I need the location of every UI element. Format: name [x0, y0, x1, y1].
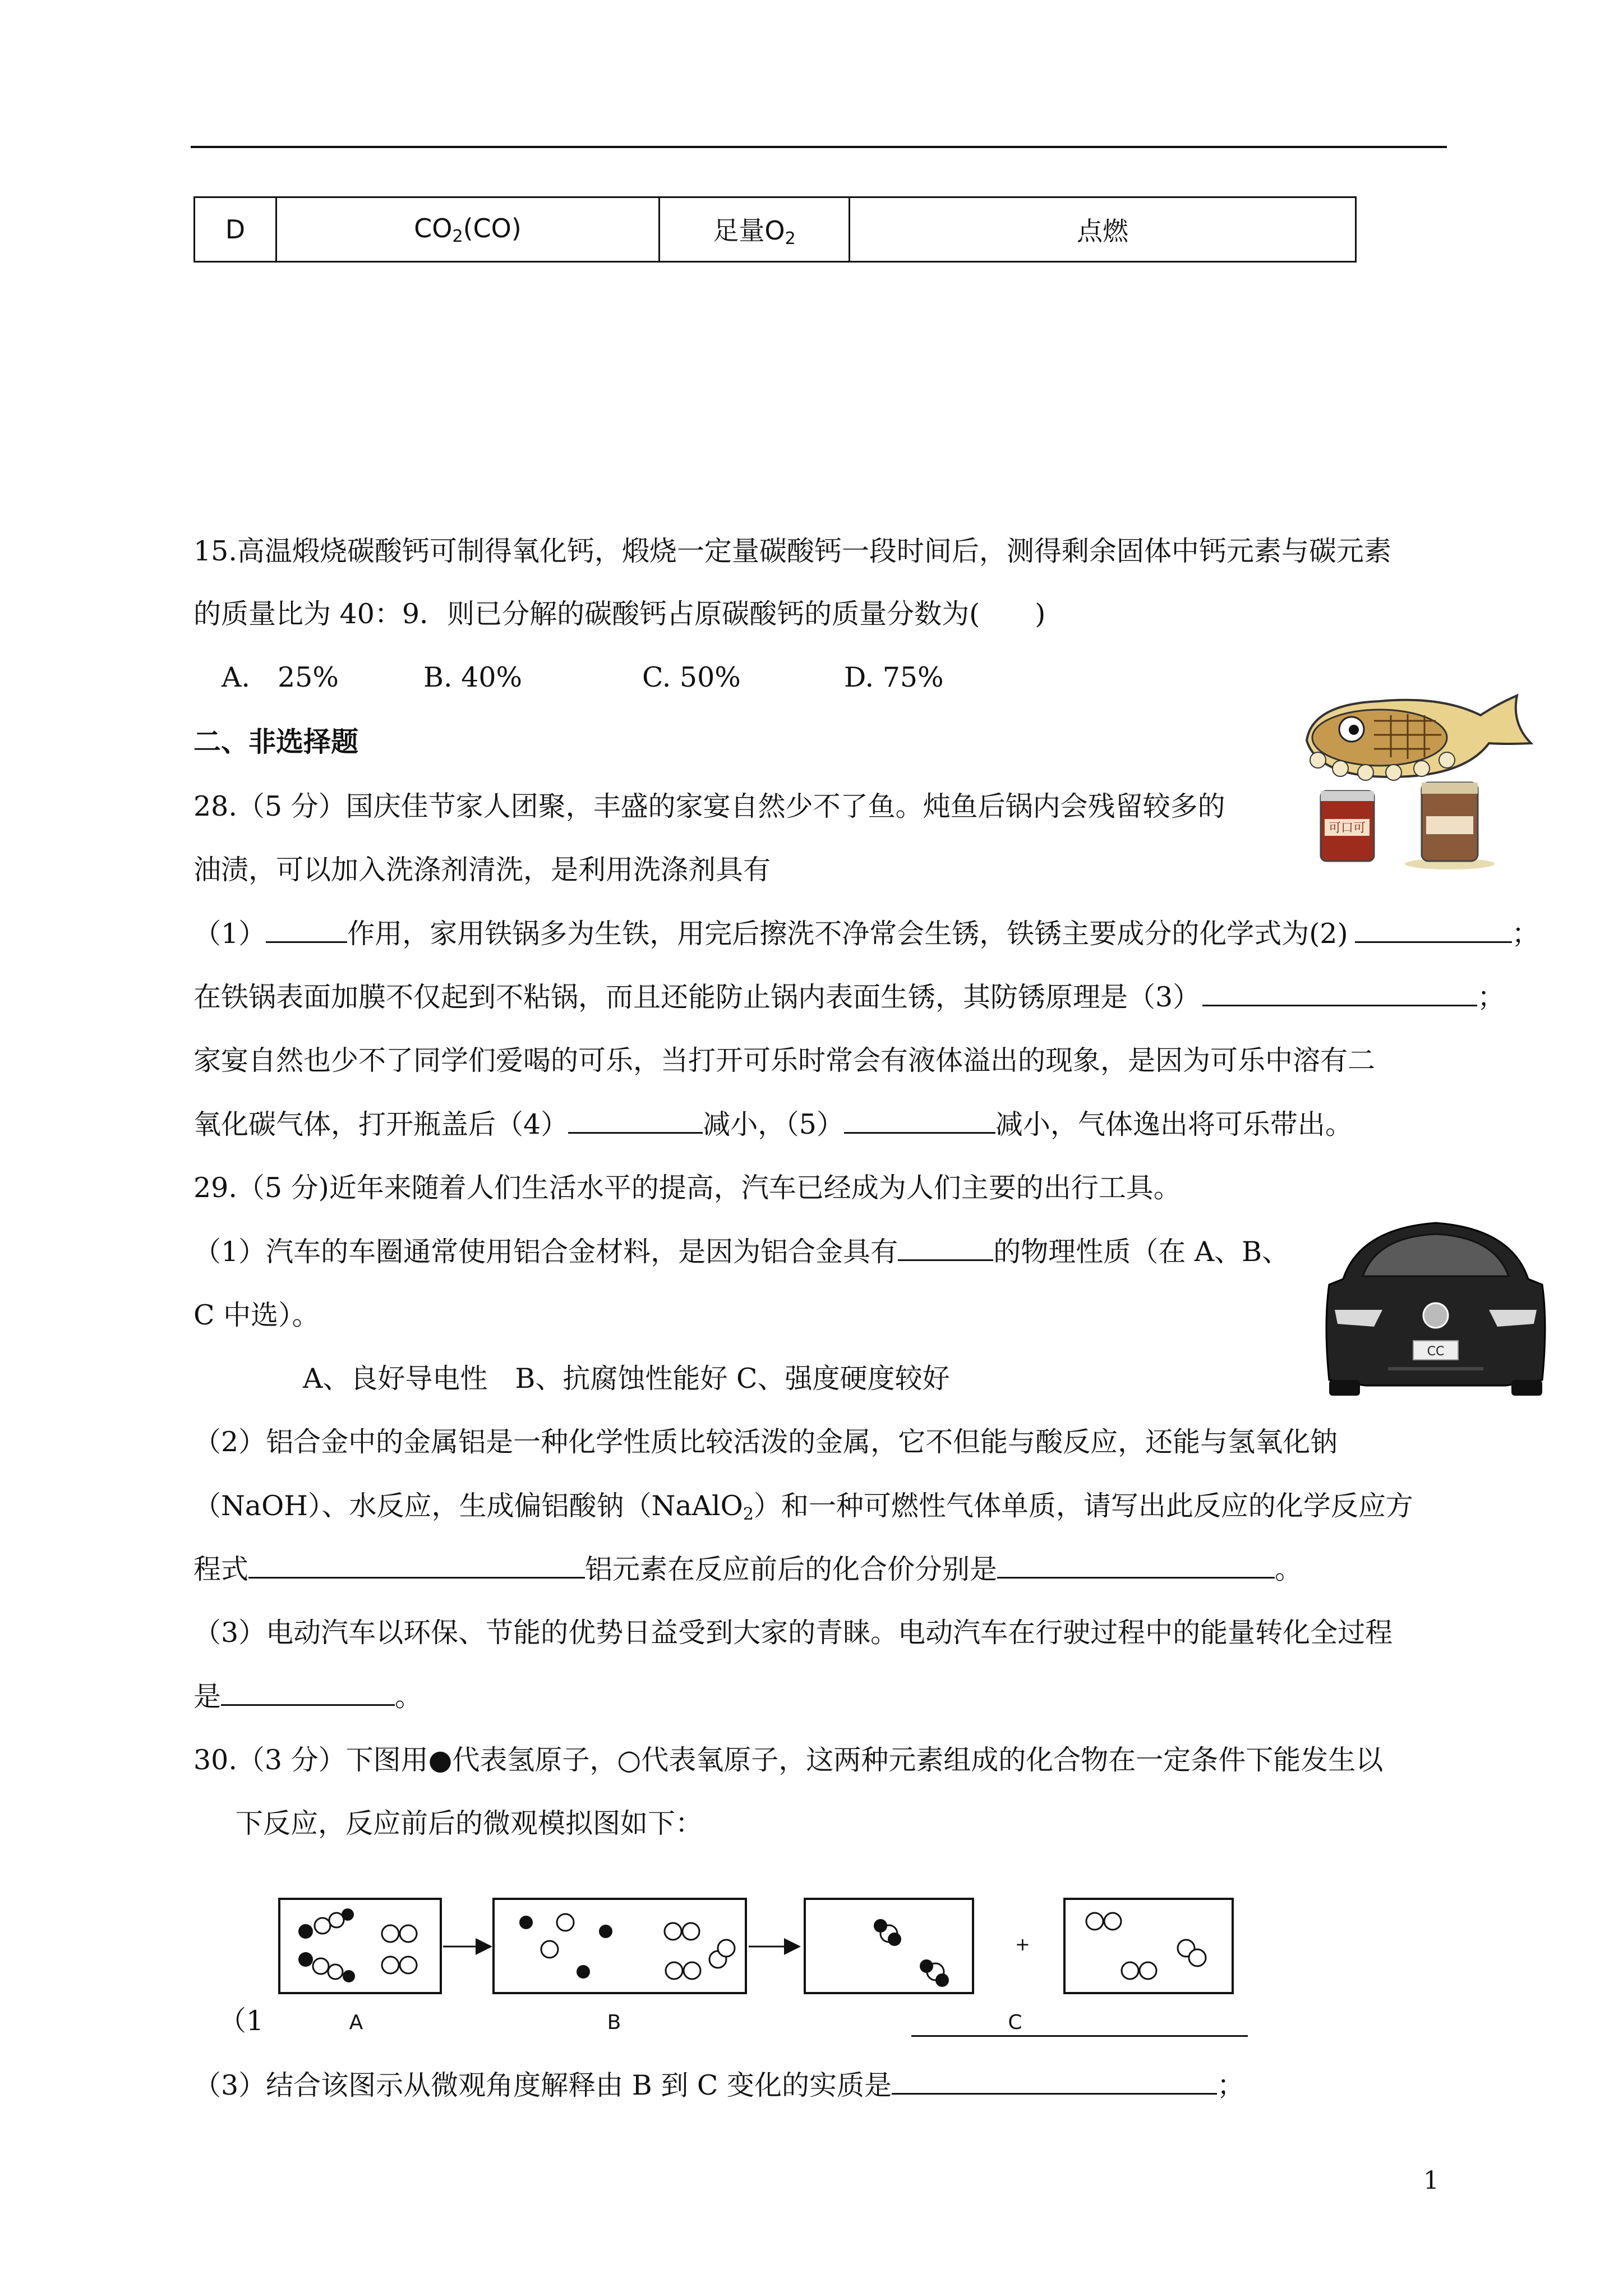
- q30-line4: （3）结合该图示从微观角度解释由 B 到 C 变化的实质是 ；: [193, 2069, 1244, 2101]
- q29-line5: （2）铝合金中的金属铝是一种化学性质比较活泼的金属，它不但能与酸反应，还能与氢氧化钠: [193, 1426, 1338, 1458]
- answer-blank-8[interactable]: [997, 1554, 1275, 1579]
- reaction-diagram: [269, 1888, 1251, 2039]
- answer-blank-11[interactable]: [892, 2070, 1217, 2095]
- option-label: D: [195, 197, 276, 262]
- fish-cola-illustration: [1295, 682, 1542, 872]
- car-illustration: [1321, 1212, 1551, 1400]
- diagram-box-a: [279, 1899, 441, 1993]
- cola-can-label: 可口可: [1328, 821, 1366, 835]
- header-rule: [191, 146, 1447, 148]
- answer-blank-6[interactable]: [898, 1237, 993, 1261]
- q28-line2: 油渍，可以加入洗涤剂清洗，是利用洗涤剂具有: [193, 854, 771, 886]
- method-cell: 点燃: [850, 197, 1356, 262]
- license-plate: CC: [1427, 1345, 1445, 1359]
- cola-can-icon: [1405, 783, 1495, 869]
- q15-option-a: A. 25%: [222, 661, 339, 693]
- q29-line3: C 中选）。: [193, 1299, 320, 1331]
- page-number: 1: [1423, 2166, 1439, 2195]
- answer-blank-5[interactable]: [844, 1110, 995, 1134]
- q29-line9: 是 。: [193, 1681, 423, 1713]
- q29-line8: （3）电动汽车以环保、节能的优势日益受到大家的青睐。电动汽车在行驶过程中的能量转化全过程: [193, 1617, 1393, 1649]
- table-row: [195, 197, 1356, 262]
- q29-line7: 程式 铝元素在反应前后的化合价分别是 。: [193, 1553, 1303, 1585]
- answer-blank-10[interactable]: [911, 2035, 1248, 2037]
- option-table: [193, 196, 1357, 263]
- q29-options: A、良好导电性 B、抗腐蚀性能好 C、强度硬度较好: [303, 1363, 950, 1395]
- q29-line1: 29.（5 分)近年来随着人们生活水平的提高，汽车已经成为人们主要的出行工具。: [193, 1172, 1181, 1204]
- plus-sign: +: [1015, 1934, 1030, 1955]
- diagram-label-c: C: [1008, 2011, 1022, 2034]
- q15-option-c: C. 50%: [642, 661, 741, 693]
- answer-blank-9[interactable]: [221, 1682, 395, 1706]
- fish-plate-icon: [1307, 696, 1531, 780]
- diagram-box-c2: [1064, 1899, 1233, 1993]
- diagram-box-b: [494, 1899, 746, 1993]
- diagram-label-b: B: [607, 2011, 621, 2034]
- q30-partial-label: （1: [219, 2005, 264, 2037]
- q29-line6: （NaOH）、水反应，生成偏铝酸钠（NaAlO$_2$）和一种可燃性气体单质，请写出此反应的化学反应方: [193, 1490, 1413, 1524]
- q28-line5: 家宴自然也少不了同学们爱喝的可乐，当打开可乐时常会有液体溢出的现象，是因为可乐中溶有二: [193, 1045, 1376, 1076]
- q28-line3: （1） 作用，家用铁锅多为生铁，用完后擦洗不净常会生锈，铁锈主要成分的化学式为(2) ；: [193, 918, 1539, 950]
- answer-blank-1[interactable]: [266, 919, 347, 943]
- q28-line1: 28.（5 分）国庆佳节家人团聚，丰盛的家宴自然少不了鱼。炖鱼后锅内会残留较多的: [193, 790, 1225, 822]
- q15-line1: 15.高温煅烧碳酸钙可制得氧化钙，煅烧一定量碳酸钙一段时间后，测得剩余固体中钙元素与碳元素: [193, 535, 1391, 567]
- section-title: 二、非选择题: [193, 726, 359, 758]
- reagent-cell: 足量$O_2$: [660, 197, 850, 262]
- diagram-box-c1: [805, 1899, 973, 1993]
- q15-option-b: B. 40%: [423, 661, 523, 693]
- q28-line6: 氧化碳气体，打开瓶盖后（4） 减小，（5） 减小，气体逸出将可乐带出。: [193, 1108, 1353, 1140]
- answer-blank-7[interactable]: [248, 1554, 585, 1579]
- q28-line4: 在铁锅表面加膜不仅起到不粘锅，而且还能防止锅内表面生锈，其防锈原理是（3） ；: [193, 981, 1505, 1013]
- substance-cell: $CO_2(CO)$: [276, 197, 660, 262]
- q30-line1: 30.（3 分）下图用●代表氢原子，○代表氧原子，这两种元素组成的化合物在一定条件下能发生以: [193, 1744, 1384, 1776]
- q15-option-d: D. 75%: [844, 661, 944, 693]
- answer-blank-3[interactable]: [1202, 982, 1477, 1006]
- q29-line2: （1）汽车的车圈通常使用铝合金材料，是因为铝合金具有 的物理性质（在 A、B、: [193, 1236, 1290, 1268]
- answer-blank-2[interactable]: [1355, 919, 1512, 943]
- q30-line2: 下反应，反应前后的微观模拟图如下：: [236, 1807, 703, 1839]
- car-icon: [1326, 1223, 1545, 1396]
- q15-line2: 的质量比为 40：9．则已分解的碳酸钙占原碳酸钙的质量分数为( ): [193, 598, 1046, 630]
- cola-can-icon: [1321, 791, 1374, 861]
- answer-blank-4[interactable]: [568, 1110, 703, 1134]
- diagram-label-a: A: [349, 2011, 363, 2034]
